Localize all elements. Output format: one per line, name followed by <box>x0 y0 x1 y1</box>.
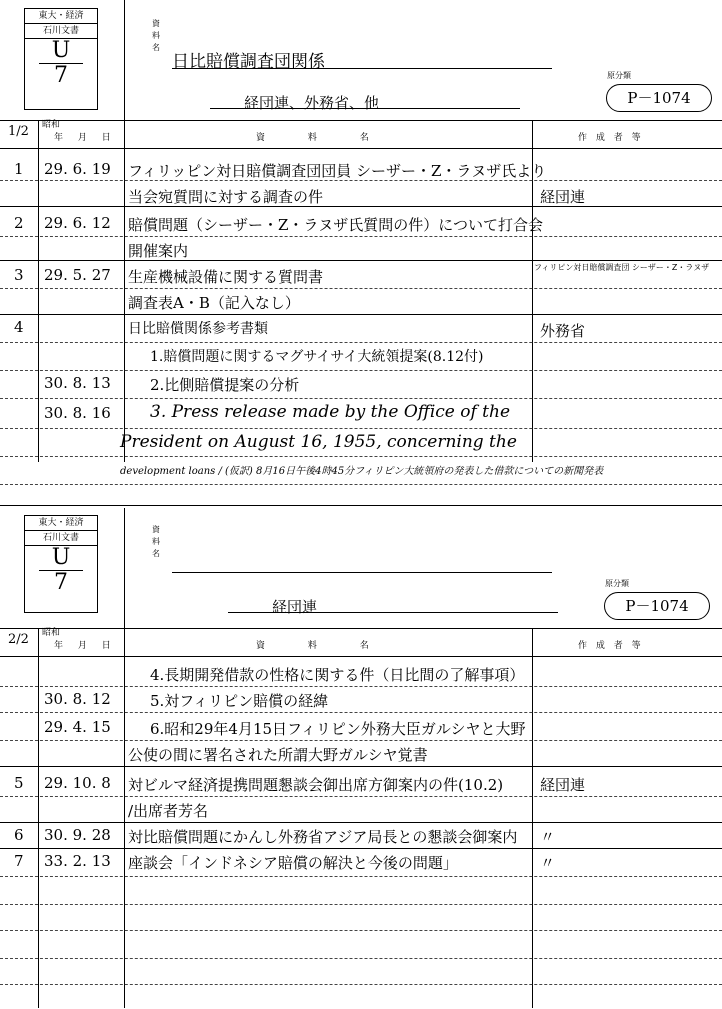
row-text: 6.昭和29年4月15日フィリピン外務大臣ガルシヤと大野 <box>150 720 526 738</box>
author-line: 経団連、外務省、他 <box>244 94 380 112</box>
row-author: 〃 <box>540 828 556 846</box>
row-text: 生産機械設備に関する質問書 <box>128 268 324 286</box>
page-indicator: 2/2 <box>8 632 29 647</box>
class-number: P－1074 <box>606 84 712 112</box>
stamp-number-bottom: 7 <box>54 63 68 88</box>
document-title: 日比賠償調査団関係 <box>172 52 325 72</box>
stamp-label-2: 石川文書 <box>25 24 97 39</box>
shiryo-label: 資料名 <box>152 19 160 52</box>
row-author: 経団連 <box>540 188 586 206</box>
row-no: 3 <box>14 266 24 284</box>
stamp-label-1: 東大・経済 <box>25 516 97 531</box>
row-date: 29. 6. 19 <box>44 160 111 178</box>
row-text: 2.比側賠償提案の分析 <box>150 376 300 394</box>
row-author: 経団連 <box>540 776 586 794</box>
name-header: 資 料 名 <box>256 133 389 143</box>
row-text: President on August 16, 1955, concerning the <box>120 432 517 452</box>
row-no: 4 <box>14 318 24 336</box>
row-date: 30. 8. 16 <box>44 404 111 422</box>
row-text: 対ビルマ経済提携問題懇談会御出席方御案内の件(10.2) <box>128 776 504 794</box>
row-date: 33. 2. 13 <box>44 852 111 870</box>
stamp-number-top: U <box>39 39 83 64</box>
row-text: 1.賠償問題に関するマグサイサイ大統領提案(8.12付) <box>150 349 484 365</box>
row-no: 1 <box>14 160 24 178</box>
stamp-label-1: 東大・経済 <box>25 9 97 24</box>
row-no: 5 <box>14 774 24 792</box>
row-date: 29. 10. 8 <box>44 774 111 792</box>
row-date: 30. 8. 12 <box>44 690 111 708</box>
row-text: フィリッピン対日賠償調査団団員 シーザー・Z・ラヌザ氏より <box>128 162 547 180</box>
row-text: 公使の間に署名された所謂大野ガルシヤ覚書 <box>128 746 428 764</box>
class-label: 原分類 <box>607 71 631 80</box>
era-header: 昭和 <box>42 120 61 130</box>
author-header: 作 成 者 等 <box>578 641 644 651</box>
row-text: development loans / (仮訳) 8月16日午後4時45分フィリピン大統領府の発表した借款についての新聞発表 <box>120 466 604 477</box>
author-header: 作 成 者 等 <box>578 133 644 143</box>
row-text: 当会宛質問に対する調査の件 <box>128 188 324 206</box>
row-no: 2 <box>14 214 24 232</box>
stamp-number-top: U <box>39 546 83 571</box>
archive-stamp <box>24 8 98 110</box>
row-author: 〃 <box>540 854 556 872</box>
row-text: /出席者芳名 <box>128 802 209 820</box>
row-date: 29. 4. 15 <box>44 718 111 736</box>
row-no: 7 <box>14 852 24 870</box>
class-number: P－1074 <box>604 592 710 620</box>
row-date: 29. 6. 12 <box>44 214 111 232</box>
stamp-number-bottom: 7 <box>54 570 68 595</box>
row-date: 29. 5. 27 <box>44 266 111 284</box>
date-header: 年 月 日 <box>54 133 117 143</box>
row-text: 賠償問題（シーザー・Z・ラヌザ氏質問の件）について打合会 <box>128 216 543 234</box>
row-date: 30. 8. 13 <box>44 374 111 392</box>
date-header: 年 月 日 <box>54 641 117 651</box>
class-label: 原分類 <box>605 579 629 588</box>
row-text: 4.長期開発借款の性格に関する件（日比間の了解事項） <box>150 666 525 684</box>
row-text: 対比賠償問題にかんし外務省アジア局長との懇談会御案内 <box>128 828 518 846</box>
row-text: 日比賠償関係参考書類 <box>128 321 268 337</box>
row-date: 30. 9. 28 <box>44 826 111 844</box>
row-text: 調査表A・B（記入なし） <box>128 294 300 312</box>
row-no: 6 <box>14 826 24 844</box>
shiryo-label: 資料名 <box>152 525 160 558</box>
row-text: 3. Press release made by the Office of the <box>150 402 511 422</box>
row-author: フィリピン対日賠償調査団 シーザー・Z・ラヌザ <box>534 263 710 272</box>
stamp-label-2: 石川文書 <box>25 531 97 546</box>
archive-stamp-2 <box>24 515 98 613</box>
row-text: 座談会「インドネシア賠償の解決と今後の問題」 <box>128 854 458 872</box>
author-line: 経団連 <box>272 598 318 616</box>
name-header: 資 料 名 <box>256 641 389 651</box>
row-author: 外務省 <box>540 322 586 340</box>
row-text: 5.対フィリピン賠償の経緯 <box>150 692 329 710</box>
row-text: 開催案内 <box>128 242 189 260</box>
page-indicator: 1/2 <box>8 124 29 139</box>
era-header: 昭和 <box>42 628 61 638</box>
